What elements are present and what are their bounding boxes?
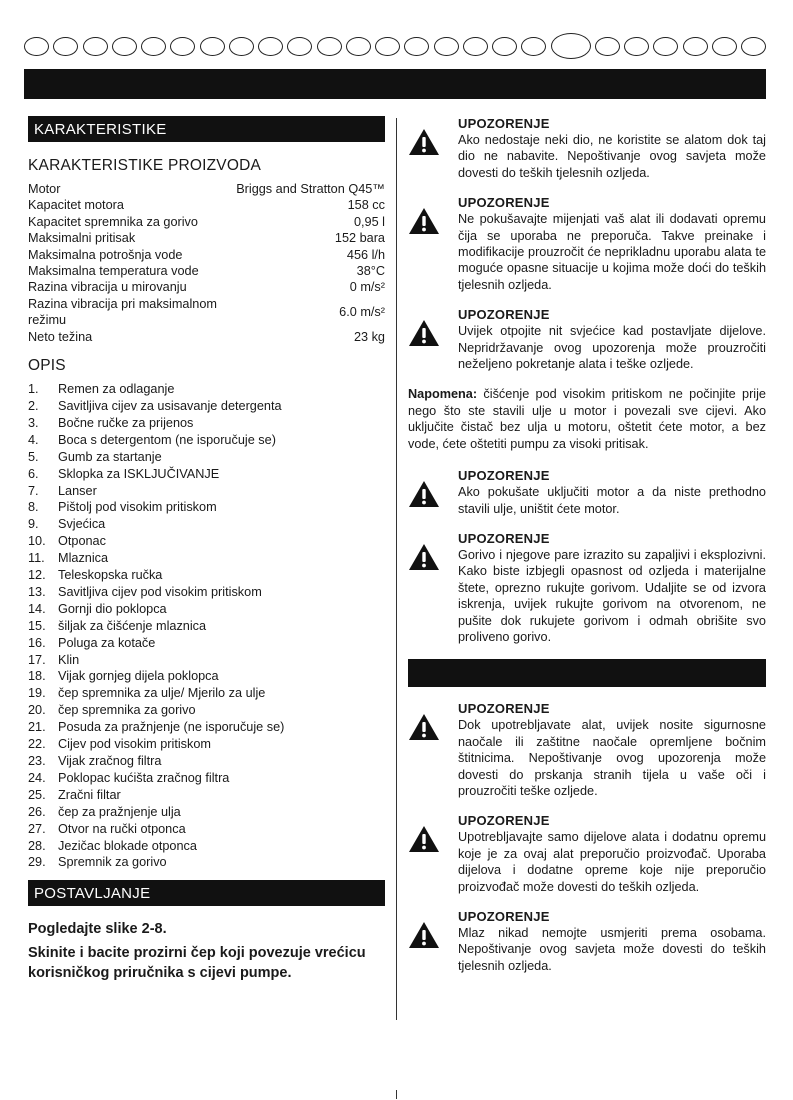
opis-heading: OPIS xyxy=(28,357,66,375)
language-tab-oval xyxy=(141,37,166,56)
list-item xyxy=(28,483,385,500)
warning-block xyxy=(408,909,766,974)
language-tab-oval xyxy=(624,37,649,56)
part-number: 15. xyxy=(28,618,46,633)
warning-text: Ne pokušavajte mijenjati vaš alat ili dodavati opremu čija se uporaba ne preporuča. Takve preinake i modifikacije prouzročit će neprikladnu uporabu alata te moguće opasne situacije u kojima može doći do teških tjelesnih ozljeda. xyxy=(458,212,766,292)
column-divider xyxy=(396,118,397,1020)
list-item xyxy=(28,685,385,702)
spec-row xyxy=(28,181,385,197)
spec-value: 152 bara xyxy=(334,231,385,246)
spec-label: Kapacitet motora xyxy=(28,198,124,213)
part-name: Poluga za kotače xyxy=(58,635,156,650)
language-tab-oval xyxy=(492,37,517,56)
section-bar-safety xyxy=(408,659,766,687)
part-number: 20. xyxy=(28,703,46,718)
part-name: Teleskopska ručka xyxy=(58,568,163,583)
parts-list xyxy=(28,381,385,871)
warning-block xyxy=(408,468,766,517)
warning-icon xyxy=(408,909,458,974)
part-name: Cijev pod visokim pritiskom xyxy=(58,737,211,752)
header-bar xyxy=(24,69,766,99)
warning-title: UPOZORENJE xyxy=(458,307,550,323)
warning-icon xyxy=(408,701,458,799)
spec-value: 23 kg xyxy=(353,329,385,344)
warning-block xyxy=(408,195,766,293)
part-name: čep spremnika za ulje/ Mjerilo za ulje xyxy=(58,686,266,701)
list-item xyxy=(28,432,385,449)
part-number: 11. xyxy=(28,551,45,566)
list-item xyxy=(28,635,385,652)
warning-icon xyxy=(408,195,458,293)
left-column xyxy=(28,116,385,987)
spec-label: Maksimalna temperatura vode xyxy=(28,264,199,279)
warning-content xyxy=(458,909,766,974)
list-item xyxy=(28,804,385,821)
part-number: 26. xyxy=(28,804,46,819)
warning-content xyxy=(458,531,766,645)
language-tab-ovals xyxy=(24,33,766,59)
list-item xyxy=(28,838,385,855)
spec-value: 456 l/h xyxy=(346,247,385,262)
language-tab-oval xyxy=(200,37,225,56)
warning-title: UPOZORENJE xyxy=(458,909,550,924)
warning-icon xyxy=(408,307,458,372)
part-number: 4. xyxy=(28,432,39,447)
warning-content xyxy=(458,701,766,799)
spec-row xyxy=(28,197,385,213)
language-tab-oval xyxy=(287,37,312,56)
right-column xyxy=(408,116,766,988)
warning-block xyxy=(408,116,766,181)
list-item xyxy=(28,736,385,753)
list-item xyxy=(28,821,385,838)
warning-content xyxy=(458,116,766,181)
warning-content xyxy=(458,468,766,517)
part-name: Posuda za pražnjenje (ne isporučuje se) xyxy=(58,720,285,735)
list-item xyxy=(28,618,385,635)
list-item xyxy=(28,652,385,669)
language-tab-oval xyxy=(551,33,591,59)
warning-title: UPOZORENJE xyxy=(458,468,550,484)
warning-block xyxy=(408,307,766,372)
language-tab-oval xyxy=(112,37,137,56)
spec-value: Briggs and Stratton Q45™ xyxy=(236,182,385,196)
warning-text: Gorivo i njegove pare izrazito su zapaljivi i eksplozivni. Kako biste izbjegli opasnost od ozljeda i materijalne štete, oprezno rukujte gorivom. Udaljite se od izvora iskrenja, uvijek rukujte gorivom na otvorenom, ne pušite dok rukujete gorivom i odmah obrišite svo proliveno gorivo. xyxy=(458,547,766,644)
language-tab-oval xyxy=(434,37,459,56)
spec-value: 0 m/s² xyxy=(349,280,385,295)
list-item xyxy=(28,753,385,770)
spec-value: 0,95 l xyxy=(353,214,385,229)
warning-content xyxy=(458,813,766,895)
part-name: Klin xyxy=(58,652,80,667)
specs-table xyxy=(28,181,385,345)
language-tab-oval xyxy=(346,37,371,56)
part-name: Bočne ručke za prijenos xyxy=(58,415,194,430)
part-number: 10. xyxy=(28,534,46,549)
part-number: 7. xyxy=(28,483,39,498)
spec-label: Motor xyxy=(28,182,61,196)
language-tab-oval xyxy=(463,37,488,56)
spec-value: 158 cc xyxy=(347,198,385,213)
list-item xyxy=(28,415,385,432)
part-name: čep za pražnjenje ulja xyxy=(58,804,181,819)
list-item xyxy=(28,499,385,516)
spec-row xyxy=(28,263,385,279)
spec-label: Razina vibracija u mirovanju xyxy=(28,280,187,295)
part-number: 22. xyxy=(28,737,46,752)
part-number: 24. xyxy=(28,770,46,785)
list-item xyxy=(28,770,385,787)
part-name: Vijak gornjeg dijela poklopca xyxy=(58,669,219,684)
language-tab-oval xyxy=(595,37,620,56)
list-item xyxy=(28,787,385,804)
warning-block xyxy=(408,813,766,895)
language-tab-oval xyxy=(24,37,49,56)
part-name: Savitljiva cijev za usisavanje detergenta xyxy=(58,398,282,413)
part-name: Pištolj pod visokim pritiskom xyxy=(58,500,217,515)
warning-block xyxy=(408,701,766,799)
part-name: Remen za odlaganje xyxy=(58,382,175,397)
warning-content xyxy=(458,307,766,372)
part-name: Spremnik za gorivo xyxy=(58,855,167,870)
part-name: Zračni filtar xyxy=(58,787,121,802)
part-number: 5. xyxy=(28,449,39,464)
spec-row xyxy=(28,279,385,295)
warning-text: Dok upotrebljavate alat, uvijek nosite sigurnosne naočale ili zaštitne naočale opremljene bočnim štitnicima. Nepoštivanje ovog upozorenja može dovesti do prskanja stranih tijela u vaše oči i prouzročiti teške ozljede. xyxy=(458,718,766,798)
warning-text: Upotrebljavajte samo dijelove alata i dodatnu opremu koje je za ovaj alat preporučio proizvođač. Uporaba dijelova i dodatne opreme koje nije preporučio proizvođač može dovesti do teških ozljeda. xyxy=(458,830,766,894)
part-name: Lanser xyxy=(58,483,97,498)
list-item xyxy=(28,702,385,719)
warning-block xyxy=(408,531,766,645)
language-tab-oval xyxy=(741,37,766,56)
language-tab-oval xyxy=(375,37,400,56)
part-name: Poklopac kućišta zračnog filtra xyxy=(58,770,230,785)
language-tab-oval xyxy=(258,37,283,56)
list-item xyxy=(28,854,385,871)
part-number: 18. xyxy=(28,669,46,684)
warning-icon xyxy=(408,813,458,895)
part-number: 1. xyxy=(28,382,39,397)
spec-label: Kapacitet spremnika za gorivo xyxy=(28,214,198,229)
spec-row xyxy=(28,214,385,230)
instruction-remove-cap: Skinite i bacite prozirni čep koji povezuje vrećicu korisničkog priručnika s cijevi pumpe. xyxy=(28,945,366,982)
language-tab-oval xyxy=(53,37,78,56)
spec-row xyxy=(28,247,385,263)
part-number: 27. xyxy=(28,821,46,836)
part-number: 29. xyxy=(28,855,46,870)
list-item xyxy=(28,449,385,466)
list-item xyxy=(28,516,385,533)
spec-value: 6.0 m/s² xyxy=(339,305,385,320)
language-tab-oval xyxy=(683,37,708,56)
part-number: 12. xyxy=(28,568,46,583)
part-number: 13. xyxy=(28,584,46,599)
part-number: 9. xyxy=(28,517,39,532)
part-number: 23. xyxy=(28,754,46,768)
list-item xyxy=(28,601,385,618)
warning-text: Mlaz nikad nemojte usmjeriti prema osobama. Nepoštivanje ovog savjeta može dovesti do teških tjelesnih ozljeda. xyxy=(458,926,766,973)
part-number: 21. xyxy=(28,720,46,735)
list-item xyxy=(28,584,385,601)
language-tab-oval xyxy=(521,37,546,56)
part-name: Otponac xyxy=(58,534,106,549)
spec-label: Maksimalni pritisak xyxy=(28,231,136,246)
list-item xyxy=(28,550,385,567)
note-text: čišćenje pod visokim pritiskom ne počinjite prije nego što ste stavili ulje u motor i povezali sve cijevi. Ako uključite čistač bez ulja u motoru, oštetit ćete motor, a bez vode, ćete oštetiti pumpu za visoki pritisak. xyxy=(408,387,766,451)
spec-label: Maksimalna potrošnja vode xyxy=(28,247,183,262)
part-name: Vijak zračnog filtra xyxy=(58,754,162,768)
spec-row xyxy=(28,329,385,345)
warning-title: UPOZORENJE xyxy=(458,530,550,546)
warning-content xyxy=(458,195,766,293)
part-number: 2. xyxy=(28,398,39,413)
setup-instructions xyxy=(28,919,385,983)
warning-icon xyxy=(408,531,458,645)
specs-heading: KARAKTERISTIKE PROIZVODA xyxy=(28,157,262,174)
part-number: 6. xyxy=(28,466,39,481)
language-tab-oval xyxy=(170,37,195,56)
list-item xyxy=(28,719,385,736)
list-item xyxy=(28,381,385,398)
list-item xyxy=(28,567,385,584)
warning-title: UPOZORENJE xyxy=(458,701,550,717)
language-tab-oval xyxy=(712,37,737,56)
note-paragraph xyxy=(408,386,766,452)
language-tab-oval xyxy=(229,37,254,56)
spec-label: Razina vibracija pri maksimalnom režimu xyxy=(28,296,217,328)
language-tab-oval xyxy=(653,37,678,56)
list-item xyxy=(28,398,385,415)
spec-row xyxy=(28,230,385,246)
language-tab-oval xyxy=(83,37,108,56)
part-name: šiljak za čišćenje mlaznica xyxy=(58,618,207,633)
warning-text: Ako nedostaje neki dio, ne koristite se alatom dok taj dio ne nabavite. Nepoštivanje ovog savjeta može dovesti do teških tjelesnih ozljeda. xyxy=(458,133,766,180)
page-center-mark xyxy=(396,1090,397,1099)
part-name: Svjećica xyxy=(58,517,106,532)
warning-icon xyxy=(408,468,458,517)
part-number: 8. xyxy=(28,500,39,515)
warning-title: UPOZORENJE xyxy=(458,116,550,131)
part-name: Otvor na ručki otponca xyxy=(58,821,186,836)
warning-icon xyxy=(408,116,458,181)
part-number: 28. xyxy=(28,838,46,853)
part-number: 17. xyxy=(28,652,46,667)
section-heading-postavljanje: POSTAVLJANJE xyxy=(28,880,385,906)
part-name: Boca s detergentom (ne isporučuje se) xyxy=(58,432,276,447)
warning-title: UPOZORENJE xyxy=(458,813,550,829)
part-name: Gumb za startanje xyxy=(58,449,162,464)
spec-value: 38°C xyxy=(356,264,385,279)
instruction-figures: Pogledajte slike 2-8. xyxy=(28,921,167,938)
part-name: čep spremnika za gorivo xyxy=(58,703,196,718)
part-name: Sklopka za ISKLJUČIVANJE xyxy=(58,466,220,481)
list-item xyxy=(28,668,385,685)
list-item xyxy=(28,466,385,483)
section-heading-karakteristike: KARAKTERISTIKE xyxy=(28,116,385,142)
part-number: 14. xyxy=(28,601,46,616)
spec-label: Neto težina xyxy=(28,329,93,344)
part-number: 25. xyxy=(28,787,46,802)
part-name: Savitljiva cijev pod visokim pritiskom xyxy=(58,584,262,599)
part-name: Mlaznica xyxy=(58,551,109,566)
spec-row xyxy=(28,296,385,329)
part-name: Jezičac blokade otponca xyxy=(58,838,197,853)
language-tab-oval xyxy=(404,37,429,56)
language-tab-oval xyxy=(317,37,342,56)
list-item xyxy=(28,533,385,550)
part-number: 16. xyxy=(28,635,46,650)
part-number: 3. xyxy=(28,415,39,430)
warning-text: Uvijek otpojite nit svjećice kad postavljate dijelove. Nepridržavanje ovog upozorenja može prouzročiti neželjeno pokretanje alata i teške ozljede. xyxy=(458,324,766,372)
warning-title: UPOZORENJE xyxy=(458,195,550,211)
part-name: Gornji dio poklopca xyxy=(58,601,167,616)
note-label: Napomena: xyxy=(408,387,478,402)
part-number: 19. xyxy=(28,686,46,701)
warning-text: Ako pokušate uključiti motor a da niste prethodno stavili ulje, uništit ćete motor. xyxy=(458,485,766,516)
